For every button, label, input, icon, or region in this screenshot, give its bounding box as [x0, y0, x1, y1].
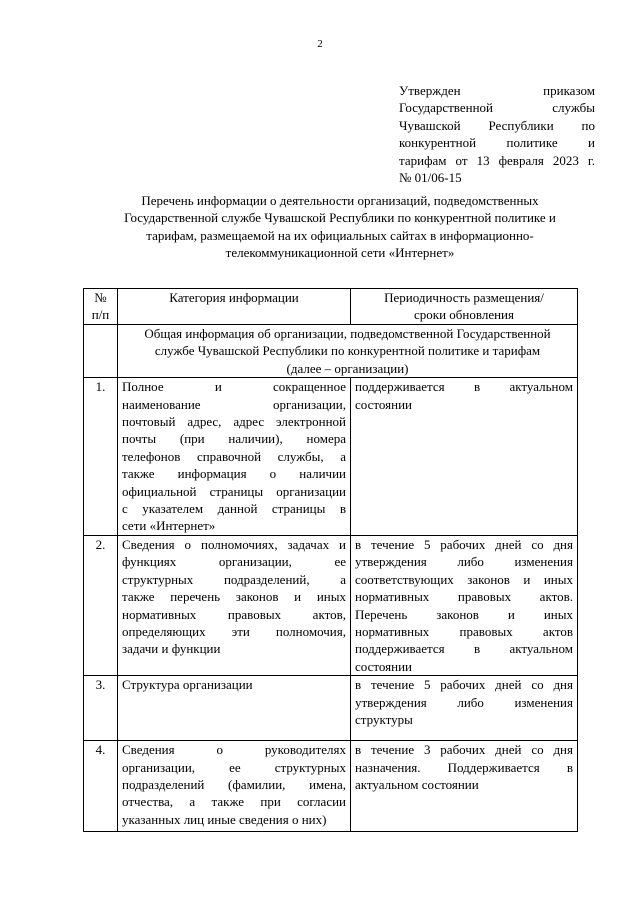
row-category [118, 378, 351, 536]
information-table [83, 288, 578, 832]
category-line: телефонов справочной службы, а [122, 448, 346, 464]
category-line: организации, ее структурных [122, 759, 346, 775]
category-line: структурных подразделений, а [122, 571, 346, 587]
period-line: состоянии [355, 658, 412, 674]
period-line: соответствующих законов и иных [355, 571, 573, 587]
row-period [351, 378, 578, 536]
category-line: отчества, а также при согласии [122, 794, 346, 810]
period-line: утверждения либо изменения [355, 694, 573, 710]
category-line: также перечень законов и иных [122, 589, 346, 605]
section-line: Общая информация об организации, подведомственной Государственной [144, 326, 551, 341]
approval-line: Утвержден приказом [399, 83, 595, 98]
header-category [118, 289, 351, 325]
approval-line: Чувашской Республики по [399, 117, 595, 133]
header-period-line: сроки обновления [414, 307, 514, 323]
category-line: сети «Интернет» [122, 518, 216, 534]
table-row [84, 535, 578, 675]
approval-line: тарифам от 13 февраля 2023 г. [399, 152, 595, 168]
approval-block [399, 82, 595, 186]
section-header [118, 325, 578, 378]
category-line: почты (при наличии), номера [122, 431, 346, 447]
approval-line: № 01/06-15 [399, 170, 462, 186]
section-header-row [84, 325, 578, 378]
row-period [351, 535, 578, 675]
section-line: (далее – организации) [286, 360, 409, 376]
period-line: структуры [355, 711, 413, 727]
title-line: тарифам, размещаемой на их официальных сайтах в информационно- [146, 227, 534, 243]
table-row [84, 741, 578, 832]
title-line: телекоммуникационной сети «Интернет» [225, 245, 455, 261]
category-line: также информация о наличии [122, 466, 346, 482]
period-line: поддерживается в актуальном [355, 641, 573, 657]
category-line: официальной страницы организации [122, 483, 346, 499]
header-number-line: № [94, 290, 107, 305]
row-period [351, 741, 578, 832]
approval-line: конкурентной политике и [399, 135, 595, 151]
category-line: почтовый адрес, адрес электронной [122, 414, 346, 430]
category-line: нормативных правовых актов, [122, 606, 346, 622]
title-line: Перечень информации о деятельности организаций, подведомственных [141, 193, 539, 208]
category-line: с указателем данной страницы в [122, 501, 346, 517]
row-category [118, 676, 351, 741]
category-line: Сведения о полномочиях, задачах и [122, 536, 346, 552]
header-number-line: п/п [91, 307, 110, 323]
period-line: в течение 3 рабочих дней со дня [355, 742, 573, 758]
category-line: наименование организации, [122, 396, 346, 412]
category-line: подразделений (фамилии, имена, [122, 776, 346, 792]
period-line: состоянии [355, 396, 412, 412]
period-line: утверждения либо изменения [355, 554, 573, 570]
header-period [351, 289, 578, 325]
row-period [351, 676, 578, 741]
period-line: нормативных правовых актов [355, 623, 573, 639]
row-number: 4. [84, 741, 118, 832]
category-line: функциях организации, ее [122, 554, 346, 570]
category-line: Структура организации [122, 677, 253, 693]
period-line: Перечень законов и иных [355, 606, 573, 622]
approval-line: Государственной службы [399, 100, 595, 116]
period-line: назначения. Поддерживается в [355, 759, 573, 775]
period-line: актуальном состоянии [355, 776, 479, 792]
period-line: в течение 5 рабочих дней со дня [355, 536, 573, 552]
row-number: 2. [84, 535, 118, 675]
document-title [100, 192, 580, 262]
category-line: задачи и функции [122, 641, 221, 657]
table-row [84, 378, 578, 536]
period-line: в течение 5 рабочих дней со дня [355, 677, 573, 693]
category-line: Сведения о руководителях [122, 742, 346, 758]
period-line: поддерживается в актуальном [355, 379, 573, 395]
title-line: Государственной службе Чувашской Республики по конкурентной политике и [124, 210, 556, 226]
category-line: Полное и сокращенное [122, 379, 346, 395]
header-period-line: Периодичность размещения/ [384, 290, 544, 305]
category-line: определяющих эти полномочия, [122, 623, 346, 639]
header-category-text: Категория информации [169, 290, 299, 305]
table-row [84, 676, 578, 741]
section-line: службе Чувашской Республики по конкурентной политике и тарифам [154, 343, 541, 359]
row-number: 3. [84, 676, 118, 741]
row-category [118, 535, 351, 675]
section-empty-cell [84, 325, 118, 378]
header-number [84, 289, 118, 325]
table-header-row [84, 289, 578, 325]
page-number: 2 [317, 38, 323, 50]
period-line: нормативных правовых актов. [355, 589, 573, 605]
category-line: указанных лиц иные сведения о них) [122, 811, 327, 827]
row-number: 1. [84, 378, 118, 536]
row-category [118, 741, 351, 832]
